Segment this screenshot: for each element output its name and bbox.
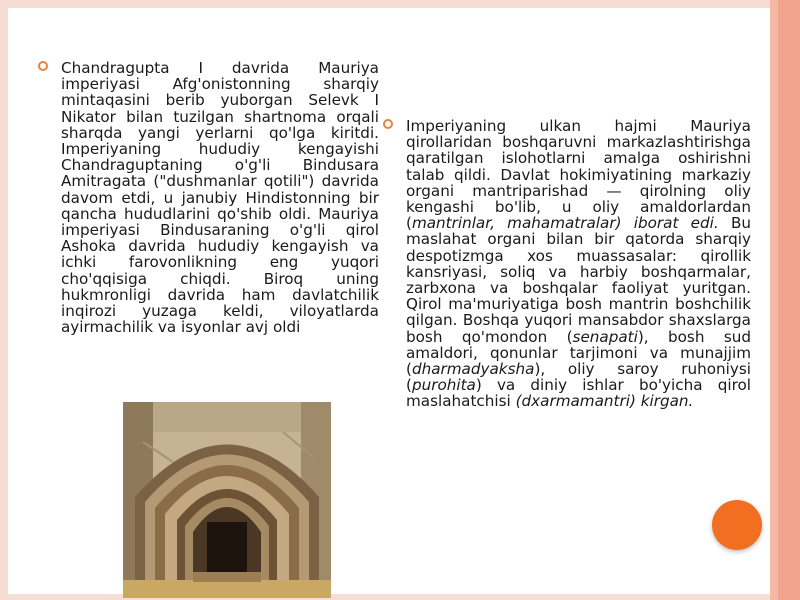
- right-italic-term: (dxarmamantri) kirgan.: [515, 392, 694, 411]
- right-text-part: Bu maslahat organi bilan bir qatorda sharqiy despotizmga xos muassasalar: qirollik kansriyasi, soliq va harbiy boshqarmalar, zarbxona va boshqalar faoliyat yuritgan. Qirol ma'muriyatiga bosh mantrin boshchilik qilgan. Boshqa yuqori mansabdor shaxslarga bosh qo'mondon (: [406, 214, 752, 346]
- right-paragraph: [406, 118, 751, 410]
- right-text-part: ), oliy saroy ruhoniysi (: [406, 360, 751, 395]
- slide-frame-right-inner: [770, 0, 778, 600]
- bullet-circle-icon: [383, 119, 393, 129]
- left-paragraph: Chandragupta I davrida Mauriya imperiyasi Afg'onistonning sharqiy mintaqasini berib yuborgan Selevk I Nikator bilan tuzilgan shartnoma orqali sharqda yangi yerlarni qo'lga kiritdi. Imperiyaning hududiy kengayishi Chandraguptaning o'g'li Bindusara Amitragata ("dushmanlar qotili") davrida davom etdi, u janubiy Hindistonning bir qancha hududlarini qo'shib oldi. Mauriya imperiyasi Bindusaraning o'g'li qirol Ashoka davrida hududiy kengayish va ichki farovonlikning eng yuqori cho'qqisiga chiqdi. Biroq uning hukmronligi davrida ham davlatchilik inqirozi yuzaga keldi, viloyatlarda ayirmachilik va isyonlar avj oldi: [61, 59, 379, 337]
- right-text-part: ), bosh sud amaldori, qonunlar tarjimoni va munajjim (: [406, 327, 751, 379]
- orange-circle-decoration: [712, 500, 762, 550]
- slide-frame-top: [0, 0, 800, 8]
- right-text-part: ) va diniy ishlar bo'yicha qirol maslahatchisi: [406, 376, 751, 411]
- right-italic-term: mantrinlar, mahamatralar) iborat edi.: [411, 214, 719, 233]
- slide-frame-bottom: [0, 594, 800, 600]
- slide-frame-left: [0, 0, 8, 600]
- slide-frame-right-outer: [778, 0, 800, 600]
- bullet-circle-icon: [38, 61, 48, 71]
- right-italic-term: senapati: [572, 327, 638, 346]
- right-italic-term: purohita: [411, 376, 476, 395]
- cave-entrance-photo: [123, 402, 331, 598]
- cave-entrance-illustration: [123, 402, 331, 598]
- right-text-part: Imperiyaning ulkan hajmi Mauriya qirollaridan boshqaruvni markazlashtirishga qaratilgan islohotlarni amalga oshirishni talab qildi. Davlat hokimiyatining markaziy organi mantriparishad — qirolning oliy kengashi bo'lib, u oliy amaldorlardan (: [406, 117, 751, 233]
- right-italic-term: dharmadyaksha: [411, 360, 535, 379]
